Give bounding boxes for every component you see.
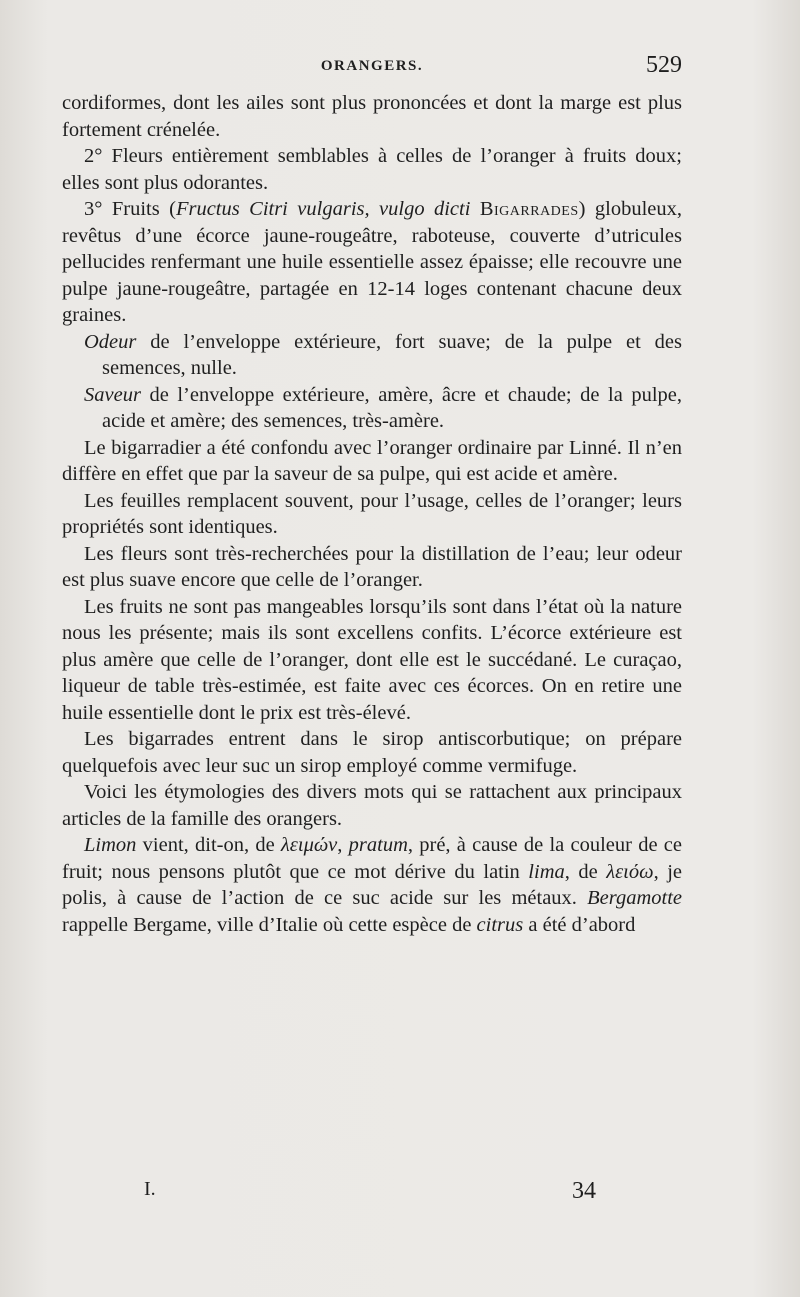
- paragraph-sirop: Les bigarrades entrent dans le sirop antiscorbutique; on prépare quelquefois avec leur suc un sirop employé comme vermifuge.: [62, 728, 682, 777]
- paragraph-fruits: [62, 196, 682, 329]
- limon-text-b: ,: [337, 834, 349, 856]
- paragraph-flowers: 2° Fleurs entièrement semblables à celles de l’oranger à fruits doux; elles sont plus odorantes.: [62, 145, 682, 194]
- odeur-label: Odeur: [84, 330, 137, 353]
- paragraph-bigarradier: Le bigarradier a été confondu avec l’oranger ordinaire par Linné. Il n’en diffère en effet que par la saveur de sa pulpe, qui est acide et amère.: [62, 436, 682, 485]
- fruits-intro: 3° Fruits (: [84, 198, 176, 220]
- running-head: ORANGERS.: [320, 58, 424, 74]
- paragraph-continuation: cordiformes, dont les ailes sont plus prononcées et dont la marge est plus fortement crénelée.: [62, 92, 682, 141]
- latin-name: Fructus Citri vulgaris, vulgo dicti: [175, 198, 471, 220]
- paragraph-saveur: [62, 382, 682, 435]
- odeur-text: de l’enveloppe extérieure, fort suave; de la pulpe et des semences, nulle.: [102, 330, 682, 379]
- signature-number: 34: [572, 1178, 596, 1204]
- limon-text-g: a été d’abord: [523, 913, 636, 936]
- limon-text-e: , je polis, à cause de l’action de ce suc acide sur les métaux.: [62, 860, 682, 909]
- page-footer: [62, 1178, 682, 1218]
- paragraph-limon: [62, 832, 682, 938]
- body-text: [62, 90, 682, 938]
- citrus-term: citrus: [476, 913, 524, 936]
- greek-word-1: λειμών: [280, 834, 338, 856]
- bigarrades-term: Bigarrades: [479, 198, 579, 220]
- signature-mark: I.: [144, 1178, 156, 1200]
- paragraph-feuilles: Les feuilles remplacent souvent, pour l’usage, celles de l’oranger; leurs propriétés sont identiques.: [62, 489, 682, 538]
- page-header: [62, 52, 682, 88]
- paragraph-etymologies: Voici les étymologies des divers mots qui se rattachent aux principaux articles de la famille des orangers.: [62, 781, 682, 830]
- saveur-text: de l’enveloppe extérieure, amère, âcre et chaude; de la pulpe, acide et amère; des semences, très-amère.: [102, 383, 682, 432]
- fruits-description: ) globuleux, revêtus d’une écorce jaune-rougeâtre, raboteuse, couverte d’utricules pellucides renfermant une huile essentielle assez épaisse; elle recouvre une pulpe jaune-rougeâtre, partagée en 12-14 loges contenant chacune deux graines.: [62, 198, 682, 326]
- limon-text-c: , pré, à cause de la couleur de ce fruit; nous pensons plutôt que ce mot dérive du latin: [62, 834, 683, 883]
- paragraph-fruits-uses: Les fruits ne sont pas mangeables lorsqu’ils sont dans l’état où la nature nous les présente; mais ils sont excellens confits. L’écorce extérieure est plus amère que celle de l’oranger, dont elle est le succédané. Le curaçao, liqueur de table très-estimée, est faite avec ces écorces. On en retire une huile essentielle dont le prix est très-élevé.: [62, 595, 682, 724]
- bergamotte-term: Bergamotte: [587, 887, 682, 909]
- pratum-term: pratum: [348, 834, 408, 856]
- page-number: 529: [646, 52, 682, 78]
- limon-text-f: rappelle Bergame, ville d’Italie où cette espèce de: [62, 913, 477, 936]
- saveur-label: Saveur: [84, 383, 141, 406]
- limon-term: Limon: [84, 834, 137, 856]
- paragraph-odeur: [62, 329, 682, 382]
- lima-term: lima: [528, 860, 565, 883]
- greek-word-2: λειόω: [606, 860, 654, 883]
- limon-text-d: , de: [564, 860, 607, 883]
- paragraph-fleurs: Les fleurs sont très-recherchées pour la distillation de l’eau; leur odeur est plus suave encore que celle de l’oranger.: [62, 542, 682, 591]
- limon-text-a: vient, dit-on, de: [136, 834, 281, 856]
